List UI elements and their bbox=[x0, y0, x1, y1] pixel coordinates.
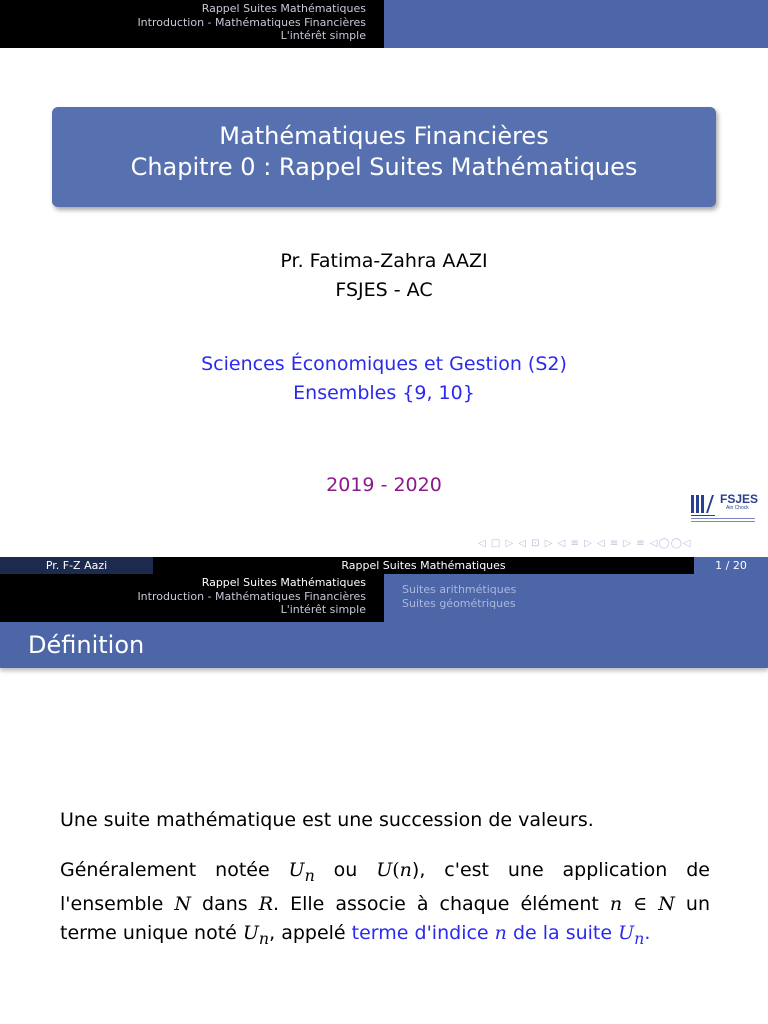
text-segment: ), c'est une application de l'ensemble bbox=[60, 859, 710, 915]
institution: FSJES - AC bbox=[335, 279, 433, 301]
nav-item-rappel-active[interactable]: Rappel Suites Mathématiques bbox=[201, 576, 366, 589]
highlighted-term bbox=[351, 921, 651, 948]
math-paren: ( bbox=[392, 859, 400, 881]
logo-text: FSJES bbox=[720, 492, 759, 506]
program-name: Sciences Économiques et Gestion (S2) bbox=[201, 353, 567, 375]
math-n: n bbox=[609, 892, 623, 915]
math-n: n bbox=[494, 921, 507, 944]
nav-item-interet-simple-2[interactable]: L'intérêt simple bbox=[280, 603, 366, 616]
text-segment: terme d'indice bbox=[351, 921, 495, 944]
nav-subitem-geometriques[interactable]: Suites géométriques bbox=[402, 596, 516, 610]
slide-footer bbox=[0, 557, 768, 574]
math-u: U bbox=[288, 859, 305, 881]
footer-author: Pr. F-Z Aazi bbox=[0, 557, 153, 574]
frame-title: Définition bbox=[0, 622, 768, 668]
text-segment: de la suite bbox=[506, 921, 619, 944]
math-u: U bbox=[242, 921, 259, 944]
math-n: n bbox=[399, 859, 412, 881]
math-in: ∈ bbox=[622, 892, 659, 915]
math-sub-n: n bbox=[634, 928, 645, 948]
author-name: Pr. Fatima-Zahra AAZI bbox=[280, 250, 488, 272]
text-segment: un terme unique noté bbox=[60, 892, 710, 944]
text-segment: . bbox=[644, 921, 651, 944]
math-set-n: N bbox=[174, 892, 192, 915]
footer-title: Rappel Suites Mathématiques bbox=[153, 557, 694, 574]
logo-subtext: Ain Chock bbox=[726, 505, 749, 511]
math-set-n: N bbox=[658, 892, 675, 915]
text-segment: Généralement notée bbox=[60, 859, 289, 881]
title-line2: Chapitre 0 : Rappel Suites Mathématiques bbox=[130, 153, 638, 181]
nav-item-interet-simple[interactable]: L'intérêt simple bbox=[280, 29, 366, 42]
nav-item-introduction[interactable]: Introduction - Mathématiques Financières bbox=[137, 15, 366, 29]
academic-year: 2019 - 2020 bbox=[326, 474, 442, 496]
author-block bbox=[0, 247, 768, 305]
math-sub-n: n bbox=[258, 928, 270, 948]
nav-section-list bbox=[0, 0, 384, 48]
program-block bbox=[0, 350, 768, 408]
title-line1: Mathématiques Financières bbox=[219, 122, 549, 150]
nav-item-introduction-2[interactable]: Introduction - Mathématiques Financières bbox=[137, 589, 366, 603]
slide1-navbar bbox=[0, 0, 768, 48]
title-box bbox=[52, 107, 716, 207]
text-segment: ou bbox=[314, 859, 377, 881]
program-groups: Ensembles {9, 10} bbox=[293, 382, 475, 404]
definition-paragraph-1: Une suite mathématique est une succession de valeurs. bbox=[60, 809, 594, 831]
nav-subitem-arithmetiques[interactable]: Suites arithmétiques bbox=[402, 583, 517, 596]
math-set-r: R bbox=[258, 892, 274, 915]
text-segment: , appelé bbox=[269, 921, 352, 944]
math-u: U bbox=[376, 859, 393, 881]
math-sub-n: n bbox=[304, 865, 315, 885]
math-u: U bbox=[618, 921, 635, 944]
definition-paragraph-2 bbox=[60, 856, 710, 953]
nav-subsection-panel bbox=[384, 0, 768, 48]
nav-section-list-2 bbox=[0, 574, 384, 622]
nav-subsection-panel-2 bbox=[384, 574, 768, 622]
fsjes-logo bbox=[690, 492, 759, 524]
nav-item-rappel[interactable]: Rappel Suites Mathématiques bbox=[201, 2, 366, 15]
text-segment: dans bbox=[191, 892, 259, 915]
slide2-navbar bbox=[0, 574, 768, 622]
text-segment: . Elle associe à chaque élément bbox=[273, 892, 610, 915]
footer-page-number: 1 / 20 bbox=[694, 557, 768, 574]
beamer-navigation-symbols[interactable]: ◁ □ ▷ ◁ ⊡ ▷ ◁ ≡ ▷ ◁ ≡ ▷ ≡ ◁◯◯◁ bbox=[478, 538, 692, 549]
